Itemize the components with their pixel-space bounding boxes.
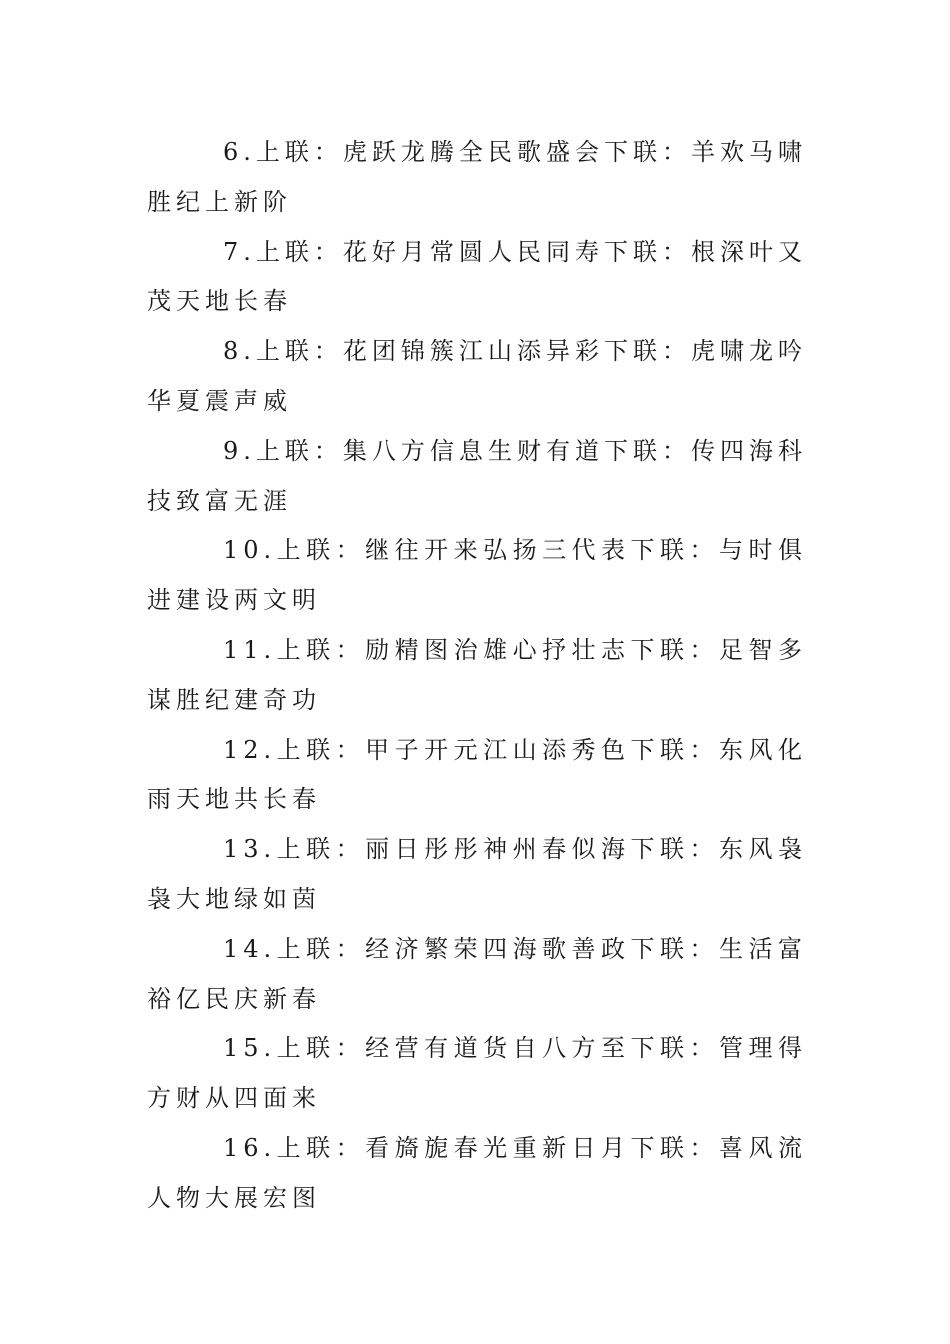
couplet-item-12: 12.上联：甲子开元江山添秀色下联：东风化雨天地共长春 [147, 735, 807, 814]
couplet-item-14: 14.上联：经济繁荣四海歌善政下联：生活富裕亿民庆新春 [147, 934, 807, 1013]
couplet-item-7: 7.上联：花好月常圆人民同寿下联：根深叶又茂天地长春 [147, 237, 807, 316]
couplet-item-15: 15.上联：经营有道货自八方至下联：管理得方财从四面来 [147, 1034, 807, 1113]
document-body [147, 128, 807, 1224]
couplet-item-8: 8.上联：花团锦簇江山添异彩下联：虎啸龙吟华夏震声威 [147, 337, 807, 415]
couplet-item-13: 13.上联：丽日彤彤神州春似海下联：东风袅袅大地绿如茵 [147, 835, 807, 913]
couplet-item-6: 6.上联：虎跃龙腾全民歌盛会下联：羊欢马啸胜纪上新阶 [147, 138, 807, 216]
couplet-item-9: 9.上联：集八方信息生财有道下联：传四海科技致富无涯 [147, 436, 807, 515]
couplet-item-16: 16.上联：看旖旎春光重新日月下联：喜风流人物大展宏图 [147, 1133, 807, 1212]
couplet-item-11: 11.上联：励精图治雄心抒壮志下联：足智多谋胜纪建奇功 [147, 635, 807, 714]
couplet-item-10: 10.上联：继往开来弘扬三代表下联：与时俱进建设两文明 [147, 536, 807, 615]
